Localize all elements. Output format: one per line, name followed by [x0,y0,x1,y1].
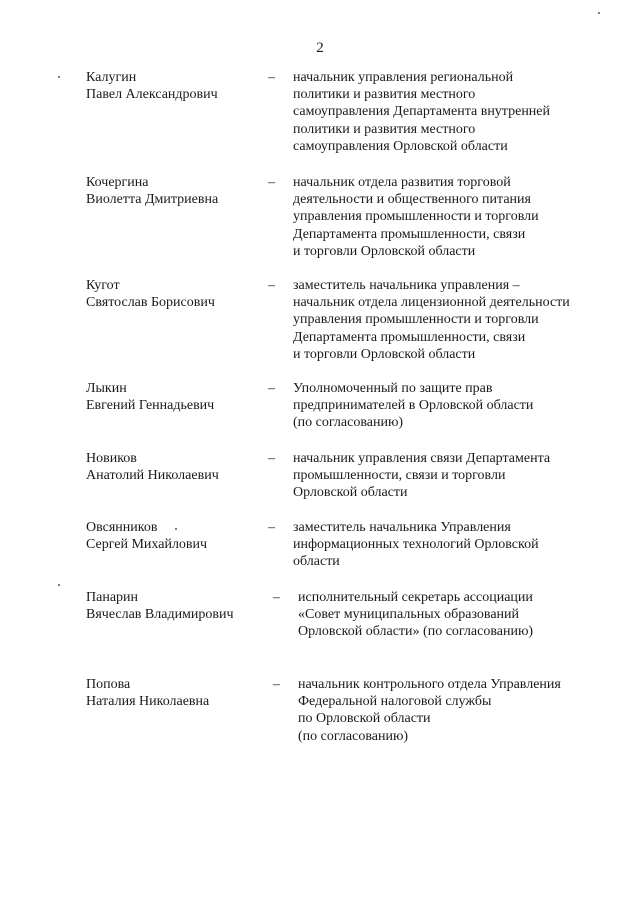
member-given-names: Наталия Николаевна [86,694,210,710]
role-line: начальник контрольного отдела Управления [298,677,561,692]
role-line: заместитель начальника Управления [293,520,511,535]
member-surname: Лыкин [86,381,127,396]
member-role [293,174,613,260]
member-surname: Овсянников [86,520,158,535]
member-name [86,174,256,208]
member-name [86,69,256,103]
scan-speck [598,12,600,14]
role-line: по Орловской области [298,711,431,727]
member-surname: Калугин [86,70,137,85]
page-number: 2 [316,40,324,56]
member-given-names: Святослав Борисович [86,295,215,311]
role-line: политики и развития местного [293,87,476,103]
member-role [298,589,618,641]
role-line: начальник управления связи Департамента [293,451,551,466]
member-role [293,380,613,432]
member-name [86,450,256,484]
member-given-names: Павел Александрович [86,87,218,103]
member-given-names: Вячеслав Владимирович [86,607,234,623]
member-given-names: Сергей Михайлович [86,537,208,553]
member-role [293,450,613,502]
scan-speck [58,76,60,78]
member-role [293,277,613,363]
role-line: исполнительный секретарь ассоциации [298,590,533,605]
role-line: самоуправления Орловской области [293,138,508,154]
scan-speck [58,584,60,586]
member-name [86,380,256,414]
separator-dash: – [273,590,280,605]
role-line: «Совет муниципальных образований [298,607,520,623]
member-given-names: Евгений Геннадьевич [86,398,215,414]
role-line: деятельности и общественного питания [293,192,531,208]
role-line: и торговли Орловской области [293,346,476,362]
separator-dash: – [268,451,275,466]
member-given-names: Виолетта Дмитриевна [86,192,219,208]
separator-dash: – [268,175,275,190]
separator-dash: – [268,278,275,293]
member-name [86,277,256,311]
separator-dash: – [268,520,275,535]
role-line: заместитель начальника управления – [293,278,520,293]
role-line: управления промышленности и торговли [293,209,539,225]
member-name [86,676,256,710]
role-line: (по согласованию) [293,415,404,431]
role-line: информационных технологий Орловской [293,537,539,553]
member-role [298,676,618,745]
separator-dash: – [268,381,275,396]
role-line: начальник управления региональной [293,70,514,85]
member-name [86,589,256,623]
member-role [293,519,613,571]
member-surname: Кугот [86,278,120,293]
role-line: области [293,554,340,570]
role-line: управления промышленности и торговли [293,312,539,328]
role-line: самоуправления Департамента внутренней [293,104,551,120]
role-line: (по согласованию) [298,728,409,744]
role-line: предпринимателей в Орловской области [293,398,534,414]
role-line: начальник отдела лицензионной деятельности [293,295,570,311]
member-surname: Новиков [86,451,137,466]
member-name [86,519,256,553]
member-surname: Кочергина [86,175,149,190]
role-line: Орловской области» (по согласованию) [298,624,534,640]
separator-dash: – [273,677,280,692]
role-line: начальник отдела развития торговой [293,175,511,190]
role-line: Департамента промышленности, связи [293,226,526,242]
role-line: Департамента промышленности, связи [293,329,526,345]
role-line: Уполномоченный по защите прав [293,381,493,396]
role-line: промышленности, связи и торговли [293,468,506,484]
member-given-names: Анатолий Николаевич [86,468,219,484]
member-surname: Панарин [86,590,139,605]
role-line: политики и развития местного [293,121,476,137]
member-role [293,69,613,155]
member-surname: Попова [86,677,131,692]
role-line: и торговли Орловской области [293,243,476,259]
role-line: Орловской области [293,485,408,501]
separator-dash: – [268,70,275,85]
role-line: Федеральной налоговой службы [298,694,492,710]
